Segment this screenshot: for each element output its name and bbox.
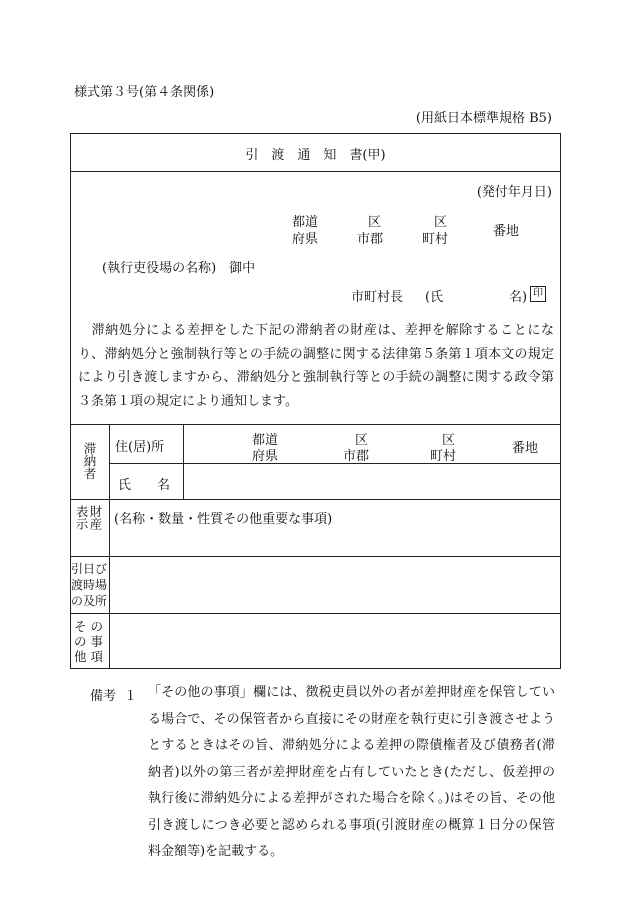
property-row-divider <box>70 556 561 557</box>
addr-ku2-bottom: 町村 <box>422 232 449 247</box>
name-label: 氏 名 <box>118 478 171 493</box>
row-addr-todofuken-bottom: 府県 <box>252 449 279 464</box>
sender-title: 市町村長 <box>351 290 404 305</box>
notice-body: 滞納処分による差押をした下記の滞納者の財産は、差押を解除することになり、滞納処分と強制執行等との手続の調整に関する法律第５条第１項本文の規定により引き渡しますから、滞納処分と強制執行等との手続の調整に関する政令第３条第１項の規定により通知します。 <box>78 323 554 409</box>
addr-todofuken-top: 都道 <box>292 215 319 230</box>
row-addr-todofuken-top: 都道 <box>252 433 279 448</box>
addr-ku-top: 区 <box>368 215 382 230</box>
row-addr-ku2-bottom: 町村 <box>430 449 457 464</box>
label-column-divider <box>109 424 110 669</box>
sender-name-open: (氏 <box>425 290 444 305</box>
form-number: 様式第３号(第４条関係) <box>74 85 215 100</box>
addr-ku2-top: 区 <box>434 215 448 230</box>
addr-todofuken-bottom: 府県 <box>292 232 319 247</box>
remarks-text: 「その他の事項」欄には、徴税吏員以外の者が差押財産を保管している場合で、その保管者から直接にその財産を執行吏に引き渡させようとするときはその旨、滞納処分による差押の際債権者及び債務者(滞納者)以外の第三者が差押財産を占有していたとき(ただし、仮差押の執行後に滞納処分による差押がされた場合を除く。)はその旨、その他引き渡しにつき必要と認められる事項(引渡財産の概算１日分の保管料金額等)を記載する。 <box>148 685 555 859</box>
row-addr-ku2-top: 区 <box>442 433 456 448</box>
recipient: (執行吏役場の名称) 御中 <box>102 261 256 276</box>
remarks-label: 備考 <box>90 689 117 704</box>
addr-banchi: 番地 <box>493 224 520 239</box>
address-label: 住(居)所 <box>115 440 165 455</box>
delivery-row-divider <box>70 613 561 614</box>
sender-name-close: 名) <box>509 290 528 305</box>
remarks-number: １ <box>124 689 138 704</box>
paper-spec: (用紙日本標準規格 B5) <box>415 111 552 126</box>
form-title: 引 渡 通 知 書(甲) <box>245 148 386 163</box>
title-divider <box>70 171 561 172</box>
row-addr-ku-bottom: 市郡 <box>343 449 370 464</box>
delinquent-section-divider <box>70 499 561 500</box>
delinquent-row-divider <box>109 463 561 464</box>
addr-ku-bottom: 市郡 <box>357 232 384 247</box>
delivery-label: 引日び 渡時場 の及所 <box>71 562 108 608</box>
row-addr-banchi: 番地 <box>512 441 539 456</box>
property-note: (名称・数量・性質その他重要な事項) <box>114 512 333 527</box>
delinquent-label: 滞納者 <box>82 442 97 480</box>
upper-block-divider <box>70 424 561 425</box>
row-addr-ku-top: 区 <box>355 433 369 448</box>
property-label: 財産 表示 <box>74 505 103 530</box>
subheader-divider <box>183 424 184 499</box>
issue-date: (発付年月日) <box>476 185 552 200</box>
other-label: そ の の 事 他 項 <box>74 619 103 664</box>
seal-box: 印 <box>530 286 546 302</box>
